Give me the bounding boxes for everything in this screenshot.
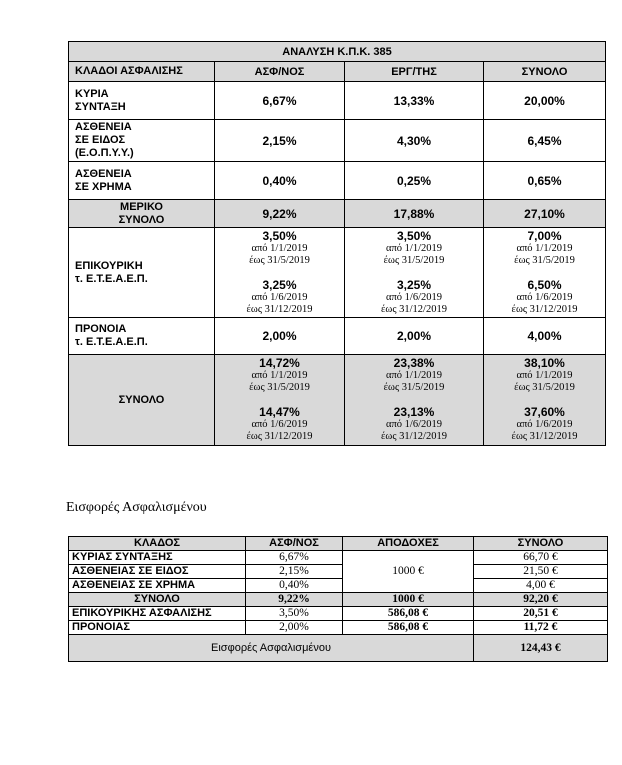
total-amount: 11,72 € (474, 621, 608, 635)
branch-name: ΑΣΘΕΝΕΙΑΣ ΣΕ ΕΙΔΟΣ (69, 565, 246, 579)
table-row (69, 621, 608, 635)
insured-rate-periods: 3,50% από 1/1/2019 έως 31/5/2019 3,25% από 1/6/2019 έως 31/12/2019 (215, 228, 345, 318)
insured-contributions-table (68, 536, 608, 662)
earnings-merged: 1000 € (343, 551, 474, 593)
total-rate: 20,00% (484, 82, 606, 120)
header-insured: ΑΣΦ/ΝΟΣ (215, 62, 345, 82)
insured-rate-periods: 14,72% από 1/1/2019 έως 31/5/2019 14,47% από 1/6/2019 έως 31/12/2019 (215, 355, 345, 446)
total-rate: 0,65% (484, 162, 606, 200)
earnings: 1000 € (343, 593, 474, 607)
row-label: ΕΠΙΚΟΥΡΙΚΗ τ. Ε.Τ.Ε.Α.Ε.Π. (69, 228, 215, 318)
employer-rate: 2,00% (345, 318, 484, 355)
total-amount: 66,70 € (474, 551, 608, 565)
table-header-row (69, 62, 606, 82)
row-auxiliary (69, 228, 606, 318)
row-sickness-in-cash (69, 162, 606, 200)
contribution-analysis-table (68, 41, 606, 446)
earnings: 586,08 € (343, 621, 474, 635)
employer-rate: 13,33% (345, 82, 484, 120)
total-amount: 21,50 € (474, 565, 608, 579)
row-label: ΠΡΟΝΟΙΑ τ. Ε.Τ.Ε.Α.Ε.Π. (69, 318, 215, 355)
branch-name: ΑΣΘΕΝΕΙΑΣ ΣΕ ΧΡΗΜΑ (69, 579, 246, 593)
insured-rate: 6,67% (246, 551, 343, 565)
branch-name: ΕΠΙΚΟΥΡΙΚΗΣ ΑΣΦΑΛΙΣΗΣ (69, 607, 246, 621)
row-label: ΜΕΡΙΚΟ ΣΥΝΟΛΟ (69, 200, 215, 228)
total-rate: 4,00% (484, 318, 606, 355)
header-total: ΣΥΝΟΛΟ (484, 62, 606, 82)
insured-rate: 2,15% (215, 120, 345, 162)
row-welfare (69, 318, 606, 355)
subtotal-row (69, 593, 608, 607)
employer-rate: 0,25% (345, 162, 484, 200)
grand-total-label: Εισφορές Ασφαλισμένου (69, 635, 474, 662)
table-row (69, 579, 608, 593)
header-insured: ΑΣΦ/ΝΟΣ (246, 537, 343, 551)
branch-name: ΣΥΝΟΛΟ (69, 593, 246, 607)
header-employer: ΕΡΓ/ΤΗΣ (345, 62, 484, 82)
header-branches: ΚΛΑΔΟΙ ΑΣΦΑΛΙΣΗΣ (69, 62, 215, 82)
row-label: ΑΣΘΕΝΕΙΑ ΣΕ ΧΡΗΜΑ (69, 162, 215, 200)
branch-name: ΠΡΟΝΟΙΑΣ (69, 621, 246, 635)
total-amount: 92,20 € (474, 593, 608, 607)
header-earnings: ΑΠΟΔΟΧΕΣ (343, 537, 474, 551)
insured-rate: 9,22% (215, 200, 345, 228)
total-rate-periods: 38,10% από 1/1/2019 έως 31/5/2019 37,60% από 1/6/2019 έως 31/12/2019 (484, 355, 606, 446)
branch-name: ΚΥΡΙΑΣ ΣΥΝΤΑΞΗΣ (69, 551, 246, 565)
table-row (69, 551, 608, 565)
table-title-row (69, 42, 606, 62)
total-amount: 20,51 € (474, 607, 608, 621)
row-label: ΚΥΡΙΑ ΣΥΝΤΑΞΗ (69, 82, 215, 120)
row-label: ΣΥΝΟΛΟ (69, 355, 215, 446)
insured-rate: 0,40% (215, 162, 345, 200)
grand-total-value: 124,43 € (474, 635, 608, 662)
insured-rate: 6,67% (215, 82, 345, 120)
employer-rate-periods: 23,38% από 1/1/2019 έως 31/5/2019 23,13% από 1/6/2019 έως 31/12/2019 (345, 355, 484, 446)
insured-rate: 3,50% (246, 607, 343, 621)
table-header-row (69, 537, 608, 551)
row-label: ΑΣΘΕΝΕΙΑ ΣΕ ΕΙΔΟΣ (Ε.Ο.Π.Υ.Υ.) (69, 120, 215, 162)
insured-rate: 0,40% (246, 579, 343, 593)
table-title: ΑΝΑΛΥΣΗ Κ.Π.Κ. 385 (69, 42, 606, 62)
header-branch: ΚΛΑΔΟΣ (69, 537, 246, 551)
total-rate: 27,10% (484, 200, 606, 228)
header-total: ΣΥΝΟΛΟ (474, 537, 608, 551)
total-rate: 6,45% (484, 120, 606, 162)
insured-rate: 2,00% (215, 318, 345, 355)
insured-contributions-caption: Εισφορές Ασφαλισμένου (66, 500, 207, 515)
row-partial-total (69, 200, 606, 228)
row-sickness-in-kind (69, 120, 606, 162)
insured-rate: 9,22% (246, 593, 343, 607)
grand-total-row (69, 635, 608, 662)
row-grand-total (69, 355, 606, 446)
table-row (69, 565, 608, 579)
total-amount: 4,00 € (474, 579, 608, 593)
earnings: 586,08 € (343, 607, 474, 621)
row-main-pension (69, 82, 606, 120)
insured-rate: 2,15% (246, 565, 343, 579)
employer-rate-periods: 3,50% από 1/1/2019 έως 31/5/2019 3,25% από 1/6/2019 έως 31/12/2019 (345, 228, 484, 318)
table-row (69, 607, 608, 621)
insured-rate: 2,00% (246, 621, 343, 635)
employer-rate: 17,88% (345, 200, 484, 228)
total-rate-periods: 7,00% από 1/1/2019 έως 31/5/2019 6,50% από 1/6/2019 έως 31/12/2019 (484, 228, 606, 318)
employer-rate: 4,30% (345, 120, 484, 162)
